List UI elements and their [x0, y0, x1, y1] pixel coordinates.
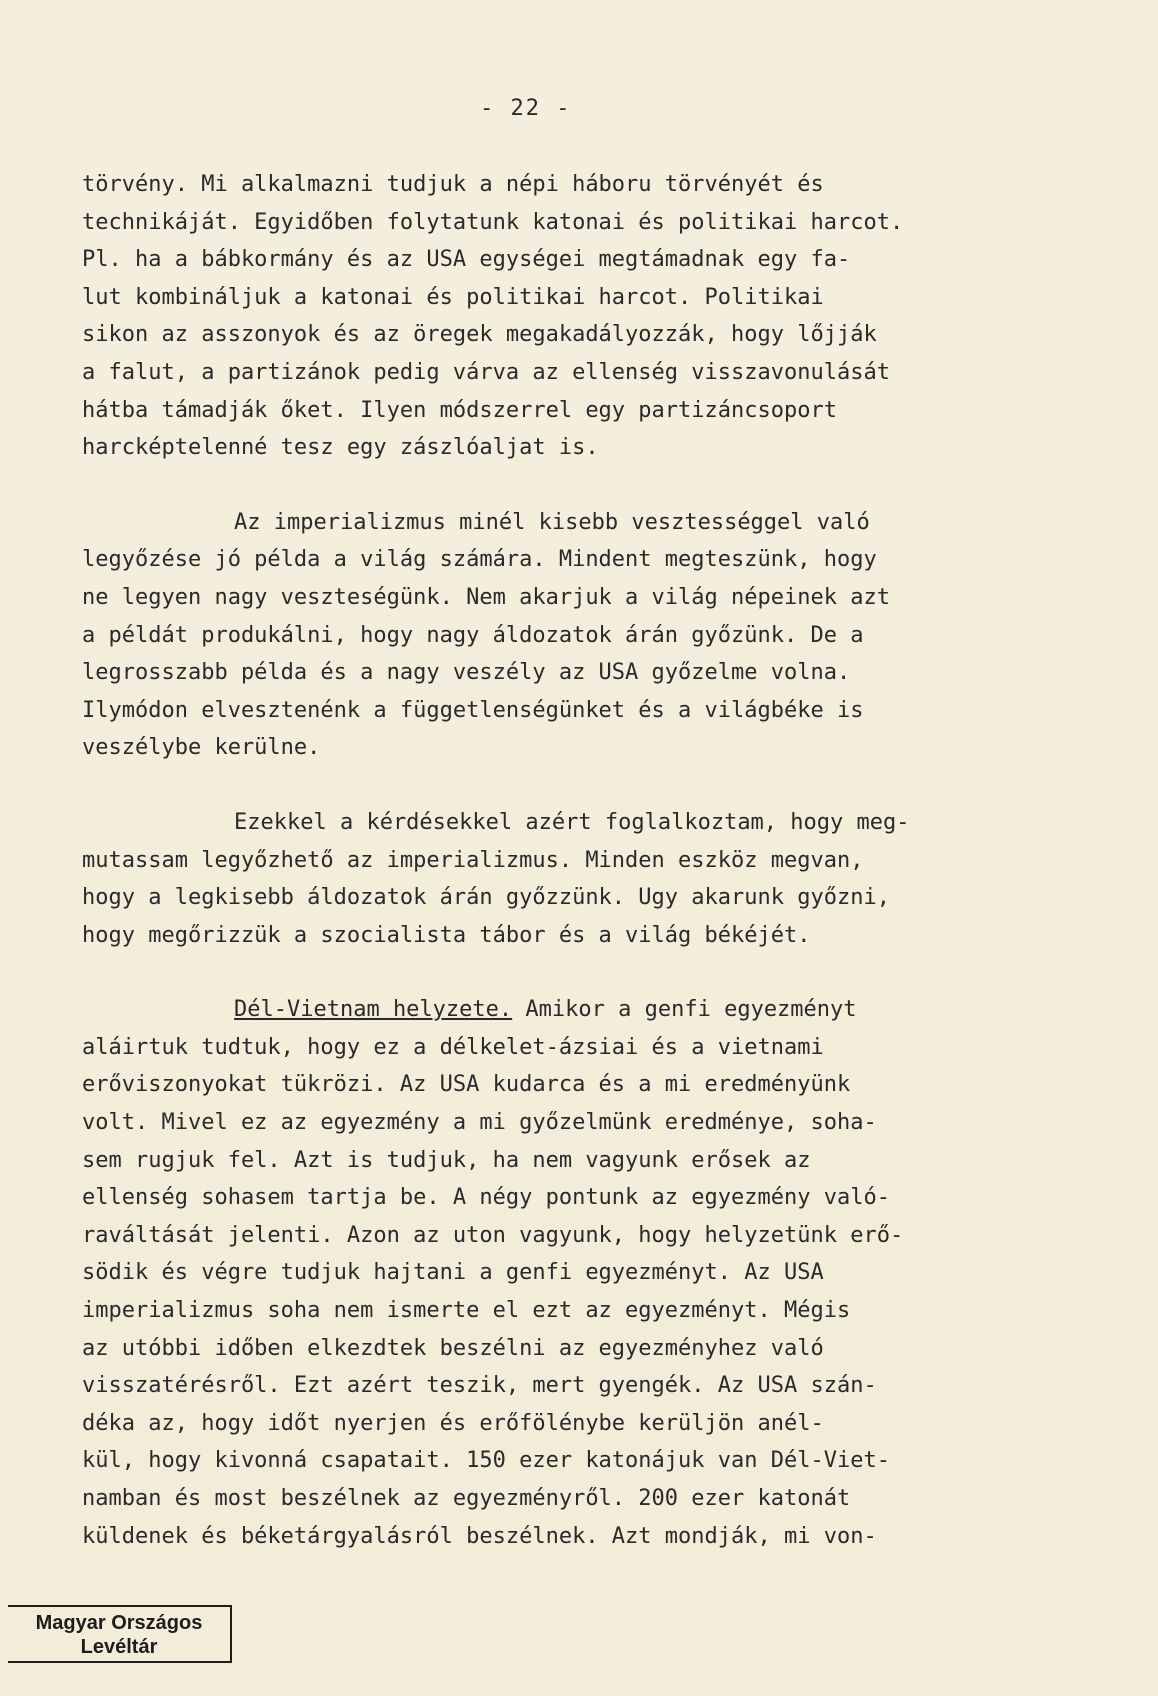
text-line: namban és most beszélnek az egyezményről. 200 ezer katonát	[82, 1486, 851, 1511]
text-line: mutassam legyőzhető az imperializmus. Minden eszköz megvan,	[82, 847, 864, 873]
text-line: technikáját. Egyidőben folytatunk katonai és politikai harcot.	[82, 209, 904, 235]
body-text	[82, 166, 1042, 1555]
page-number: - 22 -	[480, 96, 572, 121]
text-line: volt. Mivel ez az egyezmény a mi győzelmünk eredménye, soha-	[82, 1110, 877, 1136]
text-line: ellenség sohasem tartja be. A négy pontunk az egyezmény való-	[82, 1185, 890, 1211]
text-line: hogy megőrizzük a szocialista tábor és a világ békéjét.	[82, 922, 811, 948]
text-line: raváltását jelenti. Azon az uton vagyunk, hogy helyzetünk erő-	[82, 1222, 904, 1248]
stamp-line-1: Magyar Országos	[35, 1612, 203, 1634]
text-line: erőviszonyokat tükrözi. Az USA kudarca és a mi eredményünk	[82, 1072, 851, 1098]
stamp-line-2: Levéltár	[80, 1636, 158, 1658]
paragraph-4	[82, 991, 1042, 1555]
text-line: kül, hogy kivonná csapatait. 150 ezer katonájuk van Dél-Viet-	[82, 1448, 890, 1474]
text-line: törvény. Mi alkalmazni tudjuk a népi háboru törvényét és	[82, 172, 824, 197]
text-line: imperializmus soha nem ismerte el ezt az egyezményt. Mégis	[82, 1298, 851, 1324]
text-line: Ilymódon elvesztenénk a függetlenségünket és a világbéke is	[82, 697, 864, 723]
text-line: harcképtelenné tesz egy zászlóaljat is.	[82, 435, 599, 461]
text-line: legrosszabb példa és a nagy veszély az USA győzelme volna.	[82, 660, 851, 686]
text-line: hátba támadják őket. Ilyen módszerrel egy partizáncsoport	[82, 397, 837, 423]
text-line: a falut, a partizánok pedig várva az ellenség visszavonulását	[82, 359, 890, 385]
text-line: Pl. ha a bábkormány és az USA egységei megtámadnak egy fa-	[82, 247, 851, 273]
text-line: déka az, hogy időt nyerjen és erőfölénybe kerüljön anél-	[82, 1410, 824, 1436]
paragraph-1	[82, 166, 1042, 467]
text-line	[82, 991, 1042, 1029]
text-line: az utóbbi időben elkezdtek beszélni az egyezményhez való	[82, 1335, 824, 1361]
text-line: aláirtuk tudtuk, hogy ez a délkelet-ázsiai és a vietnami	[82, 1034, 824, 1060]
text-line: Ezekkel a kérdésekkel azért foglalkoztam, hogy meg-	[234, 809, 910, 835]
text-line: sem rugjuk fel. Azt is tudjuk, ha nem vagyunk erősek az	[82, 1147, 811, 1173]
text-line: a példát produkálni, hogy nagy áldozatok árán győzünk. De a	[82, 622, 864, 648]
text-line: visszatérésről. Ezt azért teszik, mert gyengék. Az USA szán-	[82, 1373, 877, 1399]
section-heading: Dél-Vietnam helyzete.	[234, 997, 513, 1023]
archive-stamp	[8, 1605, 232, 1663]
heading-line-rest: Amikor a genfi egyezményt	[512, 997, 857, 1023]
text-line: Az imperializmus minél kisebb vesztességgel való	[234, 509, 870, 535]
paragraph-2	[82, 504, 1042, 767]
text-line: legyőzése jó példa a világ számára. Mindent megteszünk, hogy	[82, 547, 877, 573]
text-line: sikon az asszonyok és az öregek megakadályozzák, hogy lőjják	[82, 322, 877, 348]
text-line: küldenek és béketárgyalásról beszélnek. Azt mondják, mi von-	[82, 1523, 877, 1549]
text-line: södik és végre tudjuk hajtani a genfi egyezményt. Az USA	[82, 1260, 824, 1286]
text-line: lut kombináljuk a katonai és politikai harcot. Politikai	[82, 284, 824, 310]
paragraph-3	[82, 804, 1042, 954]
text-line: hogy a legkisebb áldozatok árán győzzünk. Ugy akarunk győzni,	[82, 885, 890, 911]
text-line: veszélybe kerülne.	[82, 735, 321, 761]
text-line: ne legyen nagy veszteségünk. Nem akarjuk a világ népeinek azt	[82, 584, 890, 610]
